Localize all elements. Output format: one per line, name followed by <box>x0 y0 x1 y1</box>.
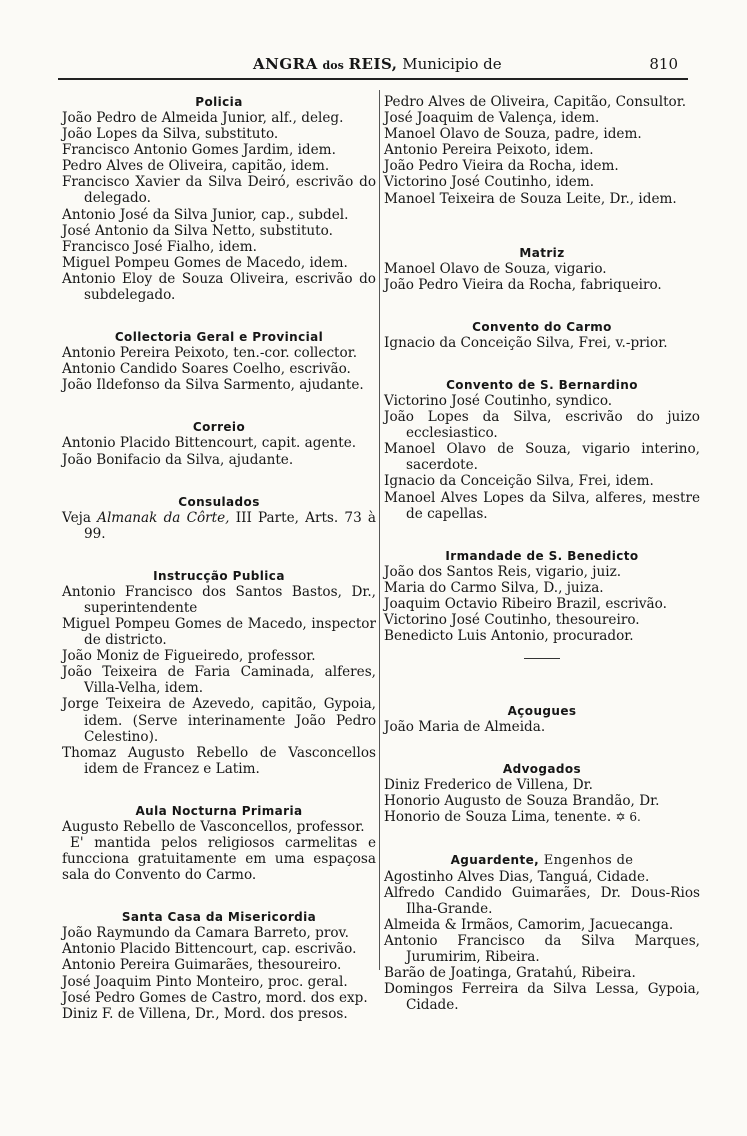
list-item: João Bonifacio da Silva, ajudante. <box>62 451 294 468</box>
list-item: Antonio Francisco da Silva Marques, Jurumirim, Ribeira. <box>384 932 700 965</box>
list-item: Antonio Pereira Guimarães, thesoureiro. <box>62 957 342 974</box>
section-heading <box>384 852 700 869</box>
list-item: Benedicto Luis Antonio, procurador. <box>384 628 634 645</box>
list-item: Pedro Alves de Oliveira, Capitão, Consultor. <box>384 94 687 110</box>
list-item: João Raymundo da Camara Barreto, prov. <box>62 925 349 942</box>
list-item: Antonio Pereira Peixoto, idem. <box>384 142 594 159</box>
aguardente-subheading: Engenhos de <box>543 852 634 868</box>
list-item: Antonio Pereira Peixoto, ten.-cor. collector. <box>62 345 358 362</box>
list-item: João Moniz de Figueiredo, professor. <box>62 648 316 665</box>
list-item: José Joaquim de Valença, idem. <box>384 110 600 127</box>
section-heading: Matriz <box>519 245 565 260</box>
section-heading: Collectoria Geral e Provincial <box>114 330 324 345</box>
section-irmandade <box>384 548 700 644</box>
section-instruccao <box>62 568 376 777</box>
page-header <box>58 55 686 77</box>
list-item: Joaquim Octavio Ribeiro Brazil, escrivão. <box>384 595 667 612</box>
list-item: João Lopes da Silva, escrivão do juizo ecclesiastico. <box>384 409 700 442</box>
title-dos: dos <box>322 59 344 72</box>
list-item: José Antonio da Silva Netto, substituto. <box>62 222 333 239</box>
section-correio <box>62 419 376 467</box>
list-item: Francisco Xavier da Silva Deiró, escrivão do delegado. <box>62 174 376 207</box>
section-aula-nocturna <box>62 803 376 883</box>
list-item: Manoel Olavo de Souza, vigario interino, sacerdote. <box>384 441 700 474</box>
list-item: Francisco José Fialho, idem. <box>62 238 257 255</box>
list-item: Ignacio da Conceição Silva, Frei, idem. <box>384 473 654 490</box>
aula-note: E' mantida pelos religiosos carmelitas e funcciona gratuitamente em uma espaçosa sala do Convento do Carmo. <box>62 835 376 884</box>
section-heading: Consulados <box>178 494 260 509</box>
list-item: Alfredo Candido Guimarães, Dr. Dous-Rios Ilha-Grande. <box>384 884 700 917</box>
list-item <box>384 809 700 825</box>
list-item: Miguel Pompeu Gomes de Macedo, idem. <box>62 254 348 271</box>
title-angra: ANGRA <box>253 55 318 73</box>
section-santa-casa-continued <box>384 94 700 207</box>
section-heading: Aula Nocturna Primaria <box>135 803 303 818</box>
list-item: Barão de Joatinga, Gratahú, Ribeira. <box>384 965 636 982</box>
list-item: Antonio Eloy de Souza Oliveira, escrivão do subdelegado. <box>62 270 376 304</box>
list-item: Miguel Pompeu Gomes de Macedo, inspector de districto. <box>62 615 376 649</box>
list-item: Victorino José Coutinho, syndico. <box>384 392 613 409</box>
list-item: Diniz F. de Villena, Dr., Mord. dos presos. <box>62 1005 348 1022</box>
title-municipio: Municipio de <box>402 55 502 73</box>
section-heading: Advogados <box>502 762 582 777</box>
left-column <box>62 94 376 1022</box>
list-item: Manoel Olavo de Souza, padre, idem. <box>384 126 642 143</box>
almanak-reference: Almanak da Côrte, <box>97 509 230 526</box>
section-heading: Santa Casa da Misericordia <box>121 910 317 925</box>
section-policia <box>62 94 376 303</box>
list-item: José Pedro Gomes de Castro, mord. dos exp. <box>62 989 368 1006</box>
column-divider <box>379 90 380 970</box>
header-rule <box>58 78 688 80</box>
section-consulados <box>62 494 376 542</box>
list-item: Domingos Ferreira da Silva Lessa, Gypoia, Cidade. <box>384 981 700 1014</box>
list-item: Victorino José Coutinho, idem. <box>384 174 595 191</box>
consulados-suffix: III Parte, Arts. 73 à 99. <box>84 509 377 542</box>
section-acougues <box>384 703 700 735</box>
list-item: Victorino José Coutinho, thesoureiro. <box>384 611 640 628</box>
list-item: João dos Santos Reis, vigario, juiz. <box>384 563 622 580</box>
list-item: Francisco Antonio Gomes Jardim, idem. <box>62 142 336 159</box>
section-aguardente <box>384 852 700 1014</box>
section-heading: Irmandade de S. Benedicto <box>445 548 639 563</box>
list-item: Antonio Candido Soares Coelho, escrivão. <box>62 361 351 378</box>
section-heading: Açougues <box>507 704 577 719</box>
list-item: João Lopes da Silva, substituto. <box>62 126 279 143</box>
list-item: Manoel Olavo de Souza, vigario. <box>384 260 607 277</box>
list-item: Antonio Placido Bittencourt, capit. agente. <box>62 435 357 452</box>
list-item: Diniz Frederico de Villena, Dr. <box>384 777 593 794</box>
list-item: Antonio Placido Bittencourt, cap. escrivão. <box>62 941 357 958</box>
list-item: Pedro Alves de Oliveira, capitão, idem. <box>62 158 330 175</box>
section-santa-casa <box>62 909 376 1022</box>
running-title <box>253 55 502 73</box>
section-advogados <box>384 761 700 825</box>
list-item: Augusto Rebello de Vasconcellos, professor. <box>62 818 365 835</box>
section-convento-carmo <box>384 319 700 351</box>
consulados-reference <box>62 510 376 542</box>
consulados-prefix: Veja <box>62 509 91 526</box>
list-item: Honorio Augusto de Souza Brandão, Dr. <box>384 793 660 810</box>
list-item: João Maria de Almeida. <box>384 719 546 736</box>
page-number: 810 <box>649 55 678 73</box>
section-matriz <box>384 245 700 293</box>
list-item: João Pedro de Almeida Junior, alf., deleg. <box>62 110 344 126</box>
section-heading: Convento do Carmo <box>472 319 612 334</box>
section-convento-bernardino <box>384 377 700 522</box>
list-item: João Ildefonso da Silva Sarmento, ajudante. <box>62 377 364 394</box>
list-item: José Joaquim Pinto Monteiro, proc. geral. <box>62 973 348 990</box>
list-item: Manoel Alves Lopes da Silva, alferes, mestre de capellas. <box>384 489 700 522</box>
title-reis: REIS, <box>348 55 398 73</box>
list-item: Antonio Francisco dos Santos Bastos, Dr., superintendente <box>62 583 376 616</box>
list-item: João Teixeira de Faria Caminada, alferes, Villa-Velha, idem. <box>62 664 376 697</box>
list-item: Jorge Teixeira de Azevedo, capitão, Gypoia, idem. (Serve interinamente João Pedro Celestino). <box>62 696 376 745</box>
list-item: Maria do Carmo Silva, D., juiza. <box>384 579 604 596</box>
section-heading: Instrucção Publica <box>153 568 285 583</box>
list-item: João Pedro Vieira da Rocha, idem. <box>384 158 619 175</box>
list-item: Antonio José da Silva Junior, cap., subdel. <box>62 206 349 223</box>
right-column <box>384 94 700 1013</box>
section-collectoria <box>62 329 376 393</box>
list-item: João Pedro Vieira da Rocha, fabriqueiro. <box>384 276 662 293</box>
advogado-name: Honorio de Souza Lima, tenente. <box>384 809 612 826</box>
star-of-david-icon: ✡ 6. <box>615 810 641 825</box>
list-item: Agostinho Alves Dias, Tanguá, Cidade. <box>384 868 650 885</box>
list-item: Manoel Teixeira de Souza Leite, Dr., idem. <box>384 190 677 207</box>
section-heading: Correio <box>192 420 246 435</box>
list-item: Ignacio da Conceição Silva, Frei, v.-prior. <box>384 334 668 351</box>
section-heading: Convento de S. Bernardino <box>446 377 638 392</box>
section-heading: Policia <box>195 95 243 109</box>
list-item: Almeida & Irmãos, Camorim, Jacuecanga. <box>384 916 674 933</box>
aguardente-heading: Aguardente, <box>450 852 540 867</box>
list-item: Thomaz Augusto Rebello de Vasconcellos idem de Francez e Latim. <box>62 744 376 777</box>
